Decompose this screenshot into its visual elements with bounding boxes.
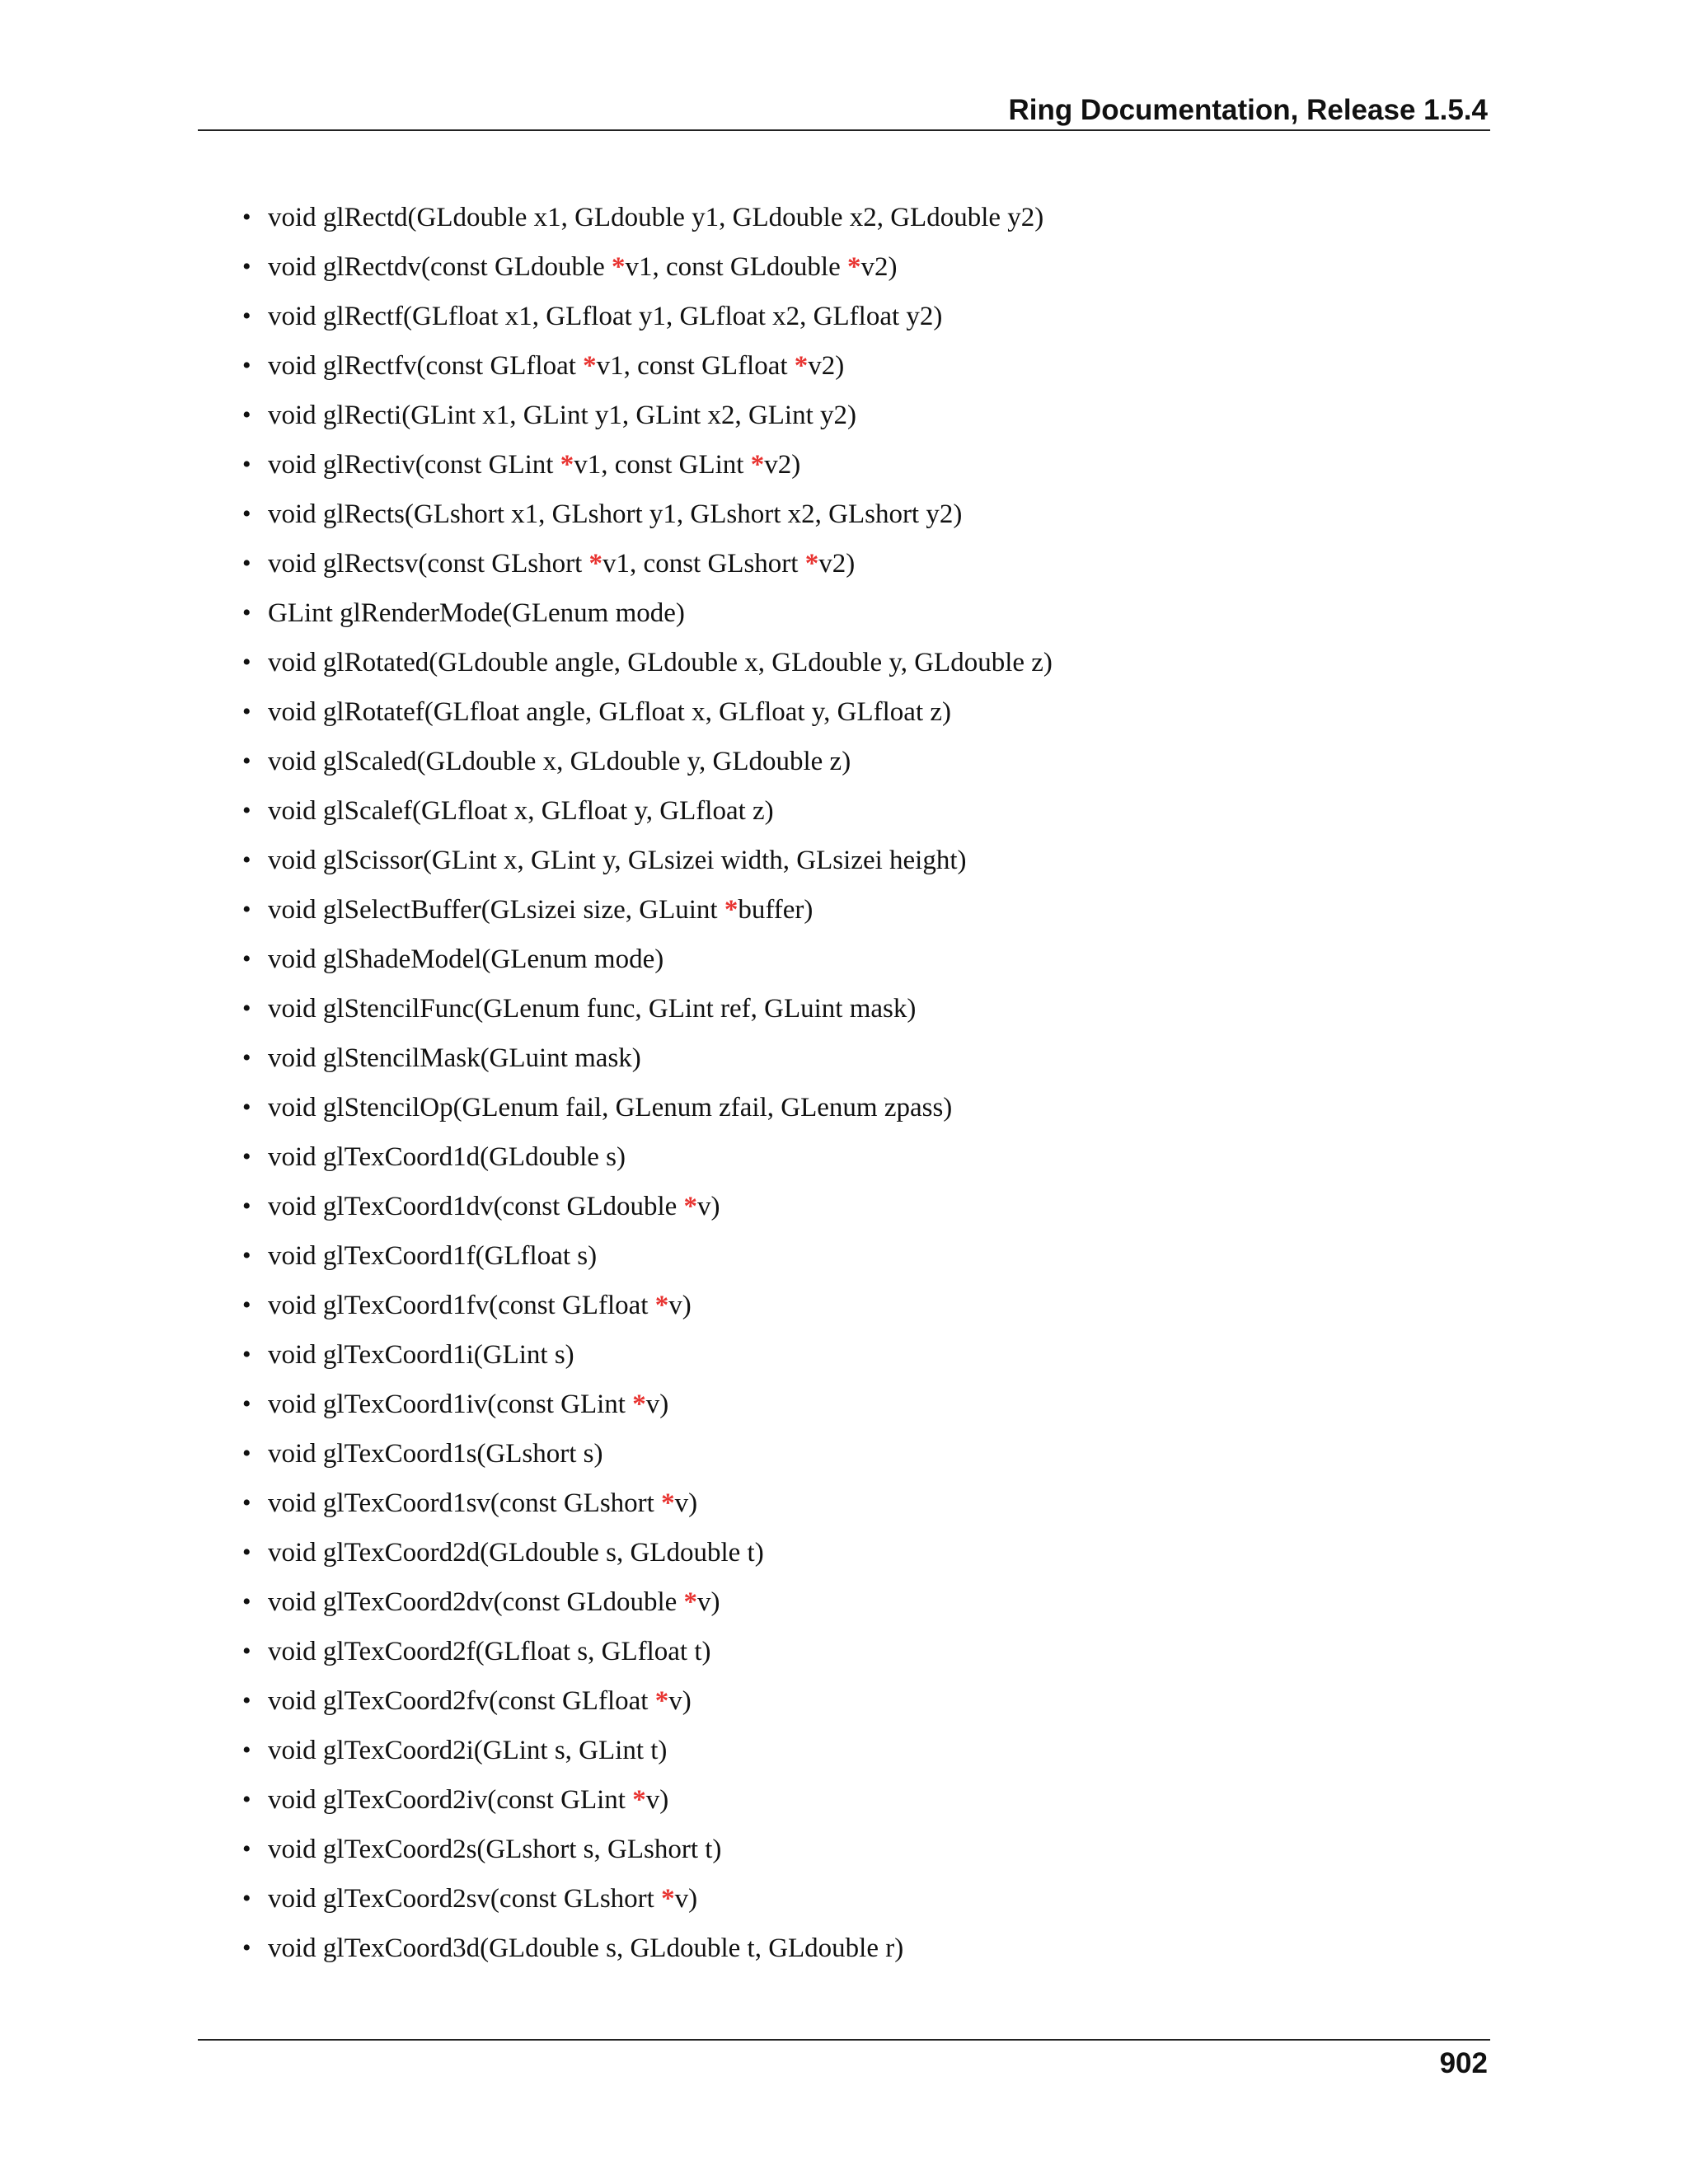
bullet-icon: • <box>242 550 251 577</box>
bullet-icon: • <box>242 302 251 330</box>
bullet-icon: • <box>242 1934 251 1961</box>
pointer-star: * <box>683 1192 698 1221</box>
list-item: • GLint glRenderMode(GLenum mode) <box>0 593 1053 643</box>
bullet-icon: • <box>242 1736 251 1764</box>
pointer-star: * <box>654 1686 669 1716</box>
list-item: • void glTexCoord1dv(const GLdouble *v) <box>0 1187 1053 1236</box>
pointer-star: * <box>588 549 603 579</box>
list-item: • void glScalef(GLfloat x, GLfloat y, GLfloat z) <box>0 791 1053 841</box>
bullet-icon: • <box>242 253 251 280</box>
bullet-icon: • <box>242 352 251 379</box>
list-item: • void glRotated(GLdouble angle, GLdouble x, GLdouble y, GLdouble z) <box>0 643 1053 692</box>
bullet-icon: • <box>242 1143 251 1170</box>
pointer-star: * <box>804 549 819 579</box>
list-item: • void glTexCoord2i(GLint s, GLint t) <box>0 1731 1053 1780</box>
pointer-star: * <box>661 1488 675 1518</box>
pointer-star: * <box>846 252 861 282</box>
pointer-star: * <box>632 1785 646 1815</box>
pointer-star: * <box>560 450 574 480</box>
list-item: • void glRectf(GLfloat x1, GLfloat y1, GLfloat x2, GLfloat y2) <box>0 297 1053 346</box>
bullet-icon: • <box>242 748 251 775</box>
list-item: • void glRectdv(const GLdouble *v1, const GLdouble *v2) <box>0 247 1053 297</box>
list-item: • void glTexCoord1fv(const GLfloat *v) <box>0 1286 1053 1335</box>
page-number: 902 <box>1439 2047 1488 2079</box>
function-signature-list <box>0 198 1053 1978</box>
bullet-icon: • <box>242 1094 251 1121</box>
pointer-star: * <box>750 450 765 480</box>
list-item: • void glStencilFunc(GLenum func, GLint ref, GLuint mask) <box>0 989 1053 1038</box>
list-item: • void glTexCoord2sv(const GLshort *v) <box>0 1879 1053 1929</box>
bullet-icon: • <box>242 1638 251 1665</box>
bullet-icon: • <box>242 1786 251 1813</box>
pointer-star: * <box>654 1291 669 1320</box>
bullet-icon: • <box>242 204 251 231</box>
list-item: • void glRectsv(const GLshort *v1, const GLshort *v2) <box>0 544 1053 593</box>
list-item: • void glTexCoord3d(GLdouble s, GLdouble t, GLdouble r) <box>0 1929 1053 1978</box>
list-item: • void glTexCoord2s(GLshort s, GLshort t) <box>0 1830 1053 1879</box>
bullet-icon: • <box>242 1193 251 1220</box>
bullet-icon: • <box>242 1687 251 1714</box>
list-item: • void glTexCoord2f(GLfloat s, GLfloat t) <box>0 1632 1053 1681</box>
bullet-icon: • <box>242 945 251 972</box>
list-item: • void glTexCoord2fv(const GLfloat *v) <box>0 1681 1053 1731</box>
bullet-icon: • <box>242 1885 251 1912</box>
pointer-star: * <box>583 351 597 381</box>
bullet-icon: • <box>242 1341 251 1368</box>
list-item: • void glRectfv(const GLfloat *v1, const GLfloat *v2) <box>0 346 1053 396</box>
bullet-icon: • <box>242 1835 251 1863</box>
list-item: • void glRecti(GLint x1, GLint y1, GLint x2, GLint y2) <box>0 396 1053 445</box>
list-item: • void glTexCoord1f(GLfloat s) <box>0 1236 1053 1286</box>
list-item: • void glRectiv(const GLint *v1, const GLint *v2) <box>0 445 1053 494</box>
list-item: • void glTexCoord1i(GLint s) <box>0 1335 1053 1385</box>
bullet-icon: • <box>242 1044 251 1071</box>
list-item: • void glScaled(GLdouble x, GLdouble y, GLdouble z) <box>0 742 1053 791</box>
list-item: • void glTexCoord1sv(const GLshort *v) <box>0 1483 1053 1533</box>
list-item: • void glStencilOp(GLenum fail, GLenum zfail, GLenum zpass) <box>0 1088 1053 1137</box>
list-item: • void glSelectBuffer(GLsizei size, GLuint *buffer) <box>0 890 1053 940</box>
list-item: • void glTexCoord2dv(const GLdouble *v) <box>0 1582 1053 1632</box>
list-item: • void glTexCoord1iv(const GLint *v) <box>0 1385 1053 1434</box>
list-item: • void glTexCoord1s(GLshort s) <box>0 1434 1053 1483</box>
bullet-icon: • <box>242 698 251 725</box>
list-item: • void glTexCoord2iv(const GLint *v) <box>0 1780 1053 1830</box>
bullet-icon: • <box>242 846 251 874</box>
page-header-title: Ring Documentation, Release 1.5.4 <box>1008 94 1488 126</box>
pointer-star: * <box>794 351 809 381</box>
list-item: • void glScissor(GLint x, GLint y, GLsizei width, GLsizei height) <box>0 841 1053 890</box>
bullet-icon: • <box>242 401 251 429</box>
list-item: • void glTexCoord2d(GLdouble s, GLdouble t) <box>0 1533 1053 1582</box>
bullet-icon: • <box>242 995 251 1022</box>
list-item: • void glShadeModel(GLenum mode) <box>0 940 1053 989</box>
bullet-icon: • <box>242 1242 251 1269</box>
bullet-icon: • <box>242 1291 251 1319</box>
bullet-icon: • <box>242 1489 251 1516</box>
footer-divider <box>198 2039 1490 2041</box>
list-item: • void glTexCoord1d(GLdouble s) <box>0 1137 1053 1187</box>
pointer-star: * <box>661 1884 675 1914</box>
pointer-star: * <box>683 1587 698 1617</box>
bullet-icon: • <box>242 1588 251 1615</box>
pointer-star: * <box>724 895 738 925</box>
bullet-icon: • <box>242 451 251 478</box>
list-item: • void glStencilMask(GLuint mask) <box>0 1038 1053 1088</box>
list-item: • void glRectd(GLdouble x1, GLdouble y1, GLdouble x2, GLdouble y2) <box>0 198 1053 247</box>
header-divider <box>198 129 1490 131</box>
bullet-icon: • <box>242 599 251 626</box>
list-item: • void glRotatef(GLfloat angle, GLfloat x, GLfloat y, GLfloat z) <box>0 692 1053 742</box>
bullet-icon: • <box>242 500 251 527</box>
bullet-icon: • <box>242 1440 251 1467</box>
bullet-icon: • <box>242 649 251 676</box>
bullet-icon: • <box>242 1390 251 1418</box>
bullet-icon: • <box>242 797 251 824</box>
bullet-icon: • <box>242 896 251 923</box>
pointer-star: * <box>632 1390 646 1419</box>
pointer-star: * <box>612 252 626 282</box>
list-item: • void glRects(GLshort x1, GLshort y1, GLshort x2, GLshort y2) <box>0 494 1053 544</box>
bullet-icon: • <box>242 1539 251 1566</box>
